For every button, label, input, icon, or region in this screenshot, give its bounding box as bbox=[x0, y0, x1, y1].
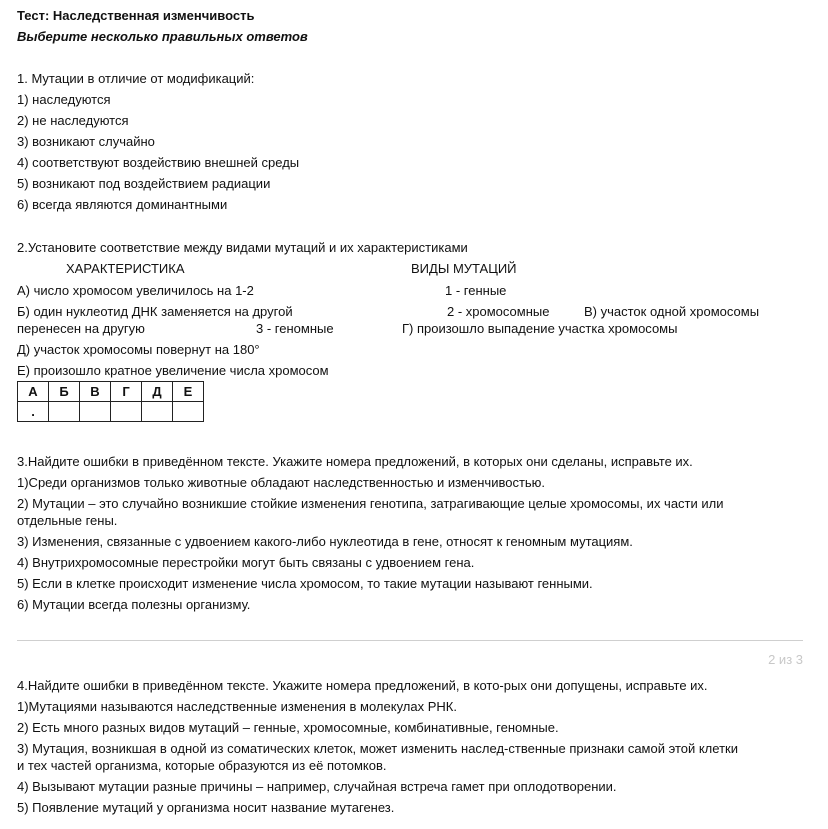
question-4-text: 4.Найдите ошибки в приведённом тексте. Укажите номера предложений, в кото-рых они допущены, исправьте их. bbox=[17, 678, 708, 693]
question-1-option: 5) возникают под воздействием радиации bbox=[17, 176, 271, 191]
answer-table-header: Г bbox=[111, 382, 142, 402]
answer-table-header: Е bbox=[173, 382, 204, 402]
mutation-type-1: 1 - генные bbox=[445, 283, 507, 298]
question-3-sentence: 4) Внутрихромосомные перестройки могут быть связаны с удвоением гена. bbox=[17, 555, 475, 570]
mutation-type-2: 2 - хромосомные bbox=[447, 304, 550, 319]
answer-cell[interactable] bbox=[111, 402, 142, 422]
characteristic-g: Г) произошло выпадение участка хромосомы bbox=[402, 321, 678, 336]
question-1-option: 1) наследуются bbox=[17, 92, 111, 107]
question-3-sentence: 1)Среди организмов только животные обладают наследственностью и изменчивостью. bbox=[17, 475, 546, 490]
question-3-sentence: 2) Мутации – это случайно возникшие стойкие изменения генотипа, затрагивающие целые хромосомы, их части или bbox=[17, 496, 724, 511]
question-3-text: 3.Найдите ошибки в приведённом тексте. Укажите номера предложений, в которых они сделаны, исправьте их. bbox=[17, 454, 693, 469]
characteristic-v-continued: перенесен на другую bbox=[17, 321, 145, 336]
question-2-text: 2.Установите соответствие между видами мутаций и их характеристиками bbox=[17, 240, 468, 255]
characteristic-d: Д) участок хромосомы повернут на 180° bbox=[17, 342, 260, 357]
question-1-option: 6) всегда являются доминантными bbox=[17, 197, 228, 212]
question-3-sentence-continued: отдельные гены. bbox=[17, 513, 118, 528]
question-1-text: 1. Мутации в отличие от модификаций: bbox=[17, 71, 255, 86]
answer-table-header: Б bbox=[49, 382, 80, 402]
question-3-sentence: 6) Мутации всегда полезны организму. bbox=[17, 597, 251, 612]
question-3-sentence: 3) Изменения, связанные с удвоением какого-либо нуклеотида в гене, относят к геномным мутациям. bbox=[17, 534, 633, 549]
question-1-option: 4) соответствуют воздействию внешней среды bbox=[17, 155, 300, 170]
characteristic-e: Е) произошло кратное увеличение числа хромосом bbox=[17, 363, 329, 378]
characteristic-a: А) число хромосом увеличилось на 1-2 bbox=[17, 283, 254, 298]
test-instructions: Выберите несколько правильных ответов bbox=[17, 29, 308, 44]
answer-table-header-row bbox=[18, 382, 204, 402]
question-4-sentence: 3) Мутация, возникшая в одной из соматических клеток, может изменить наслед-ственные признаки самой этой клетки bbox=[17, 741, 738, 756]
characteristic-v: В) участок одной хромосомы bbox=[584, 304, 760, 319]
answer-table bbox=[17, 381, 204, 422]
answer-table-header: А bbox=[18, 382, 49, 402]
answer-cell[interactable]: . bbox=[18, 402, 49, 422]
answer-table-header: Д bbox=[142, 382, 173, 402]
test-title: Тест: Наследственная изменчивость bbox=[17, 8, 255, 23]
page-indicator: 2 из 3 bbox=[768, 652, 803, 667]
question-4-sentence-continued: и тех частей организма, которые образуются из её потомков. bbox=[17, 758, 387, 773]
column-header-mutation-types: ВИДЫ МУТАЦИЙ bbox=[411, 261, 517, 276]
column-header-characteristic: ХАРАКТЕРИСТИКА bbox=[66, 261, 185, 276]
answer-cell[interactable] bbox=[80, 402, 111, 422]
answer-cell[interactable] bbox=[142, 402, 173, 422]
question-1-option: 2) не наследуются bbox=[17, 113, 129, 128]
answer-table-header: В bbox=[80, 382, 111, 402]
answer-cell[interactable] bbox=[173, 402, 204, 422]
question-3-sentence: 5) Если в клетке происходит изменение числа хромосом, то такие мутации называют генными. bbox=[17, 576, 593, 591]
question-4-sentence: 1)Мутациями называются наследственные изменения в молекулах РНК. bbox=[17, 699, 457, 714]
question-4-sentence: 4) Вызывают мутации разные причины – например, случайная встреча гамет при оплодотворении. bbox=[17, 779, 617, 794]
question-4-sentence: 5) Появление мутаций у организма носит название мутагенез. bbox=[17, 800, 395, 815]
answer-table-answer-row bbox=[18, 402, 204, 422]
page-separator bbox=[17, 640, 803, 641]
question-4-sentence: 2) Есть много разных видов мутаций – генные, хромосомные, комбинативные, геномные. bbox=[17, 720, 559, 735]
characteristic-b: Б) один нуклеотид ДНК заменяется на другой bbox=[17, 304, 293, 319]
answer-cell[interactable] bbox=[49, 402, 80, 422]
mutation-type-3: 3 - геномные bbox=[256, 321, 334, 336]
question-1-option: 3) возникают случайно bbox=[17, 134, 155, 149]
